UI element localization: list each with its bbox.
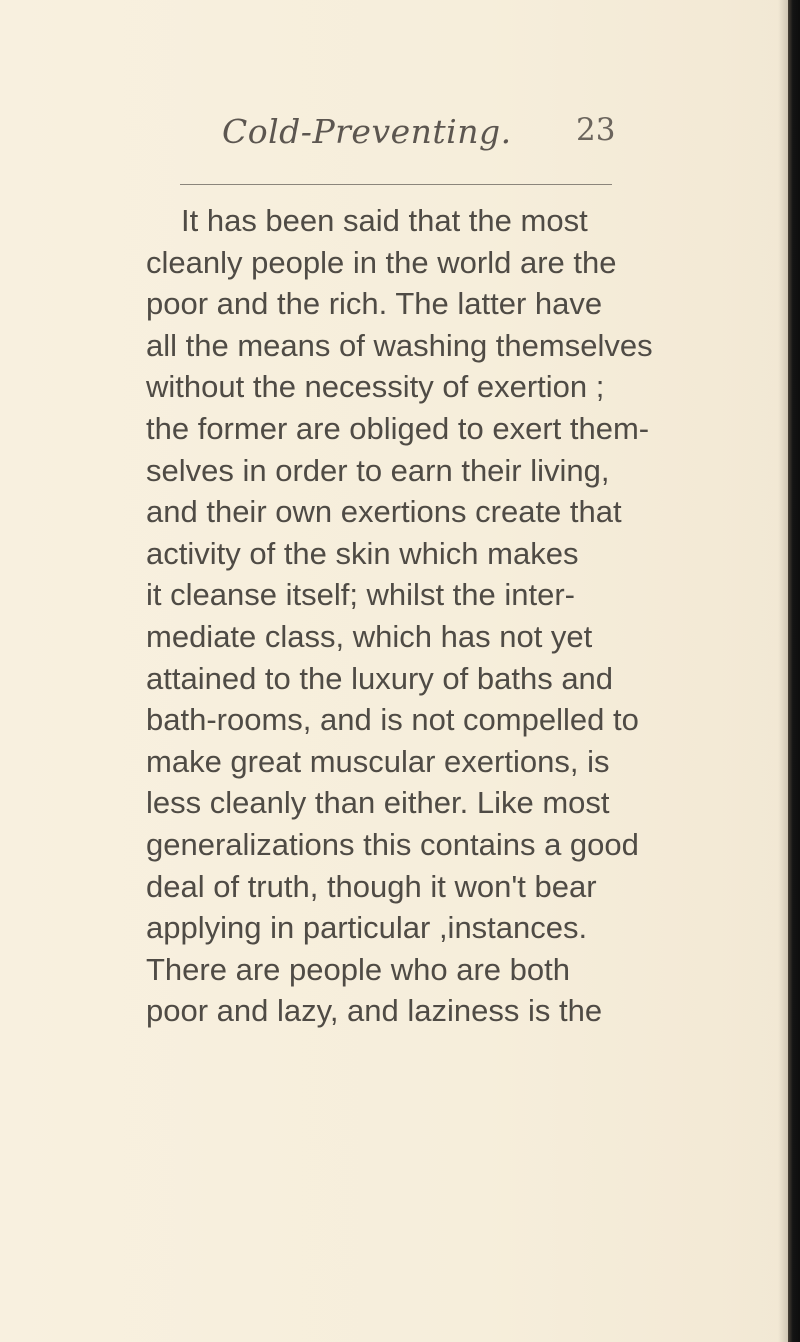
text-line: poor and lazy, and laziness is the <box>146 993 603 1029</box>
page-number: 23 <box>576 112 616 148</box>
text-line: It has been said that the most <box>181 203 588 238</box>
text-line: attained to the luxury of baths and <box>146 660 614 696</box>
text-line: it cleanse itself; whilst the inter- <box>146 577 576 613</box>
text-line: deal of truth, though it won't bear <box>146 868 597 904</box>
text-line: activity of the skin which makes <box>146 535 579 571</box>
text-line: all the means of washing themselves <box>146 327 653 363</box>
running-title: Cold-Preventing. <box>222 112 512 151</box>
text-line: selves in order to earn their living, <box>146 452 610 488</box>
text-line: bath-rooms, and is not compelled to <box>146 702 639 738</box>
page-edge-shadow <box>778 0 788 1342</box>
text-line: the former are obliged to exert them- <box>146 410 650 446</box>
text-line: There are people who are both <box>146 951 570 987</box>
running-header <box>0 112 800 162</box>
text-line: cleanly people in the world are the <box>146 244 617 280</box>
text-line: mediate class, which has not yet <box>146 618 593 654</box>
text-line: applying in particular ,instances. <box>146 910 588 946</box>
text-line: less cleanly than either. Like most <box>146 785 610 821</box>
body-text <box>146 200 653 1032</box>
text-line: make great muscular exertions, is <box>146 743 610 779</box>
page-edge <box>788 0 800 1342</box>
text-line: poor and the rich. The latter have <box>146 286 603 322</box>
text-line: and their own exertions create that <box>146 494 622 530</box>
header-rule <box>180 184 612 185</box>
text-line: generalizations this contains a good <box>146 826 639 862</box>
text-line: without the necessity of exertion ; <box>146 369 605 405</box>
